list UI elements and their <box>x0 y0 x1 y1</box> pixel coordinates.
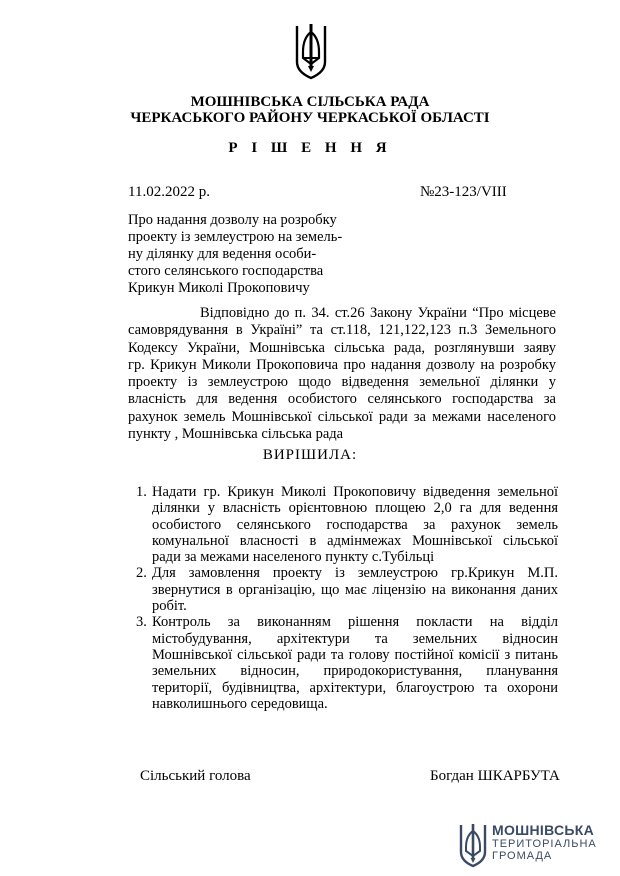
preamble-line: самоврядування в Україні” та ст.118, 121,122,123 п.3 Земельного <box>128 322 556 339</box>
hromada-trident-logo-icon <box>458 822 488 868</box>
council-district: ЧЕРКАСЬКОГО РАЙОНУ ЧЕРКАСЬКОЇ ОБЛАСТІ <box>130 110 490 126</box>
subject-line: Крикун Миколі Прокоповичу <box>128 280 310 296</box>
preamble-line: рахунок земель Мошнівської сільської ради за межами населеного <box>128 408 556 425</box>
signature-title: Сільський голова <box>140 768 251 784</box>
list-item <box>128 614 558 712</box>
item-line: Контроль за виконанням рішення покласти на відділ <box>152 614 558 631</box>
list-item <box>128 565 558 614</box>
preamble-line: Кодексу України, Мошнівська сільська рада, розглянувши заяву <box>128 339 556 356</box>
item-line: Мошнівської сільської ради та голову постійної комісії з питань <box>152 646 558 663</box>
item-line: навколишнього середовища. <box>152 695 328 712</box>
document-type-title: Р І Ш Е Н Н Я <box>228 140 392 156</box>
item-line: особистого селянського господарства за рахунок земель <box>152 516 558 533</box>
item-line: комунальної власності в адмінмежах Мошнівської сільської <box>152 532 558 549</box>
subject-line: ну ділянку для ведення особи- <box>128 246 317 262</box>
signature-name: Богдан ШКАРБУТА <box>430 768 560 784</box>
preamble-line: гр. Крикун Миколи Прокоповича про надання дозволу на розробку <box>128 356 556 373</box>
resolved-heading: ВИРІШИЛА: <box>262 447 358 463</box>
item-line: звернутися в організацію, що має ліцензію на виконання даних <box>152 581 558 598</box>
item-line: Для замовлення проекту із землеустрою гр.Крикун М.П. <box>152 565 558 582</box>
preamble-line: пункту , Мошнівська сільська рада <box>128 426 344 443</box>
preamble-line: проекту із землеустрою щодо відведення земельної ділянки у <box>128 374 556 391</box>
decision-date: 11.02.2022 р. <box>128 184 210 200</box>
item-number: 2. <box>136 565 147 582</box>
subject-line: стого селянського господарства <box>128 263 324 279</box>
hromada-name: МОШНІВСЬКА <box>492 822 595 838</box>
council-name: МОШНІВСЬКА СІЛЬСЬКА РАДА <box>190 94 430 110</box>
item-number: 1. <box>136 484 147 500</box>
item-line: ділянки у власність орієнтовною площею 2,0 га для ведення <box>152 500 558 517</box>
decision-items-list <box>128 484 558 712</box>
trident-emblem-icon <box>294 22 328 80</box>
preamble-line: Відповідно до п. 34. ст.26 Закону України “Про місцеве <box>200 305 556 321</box>
item-line: земельних відносин, природокористування, планування <box>152 663 558 680</box>
preamble-line: власність для ведення особистого селянського господарства за <box>128 391 556 408</box>
preamble-paragraph <box>128 305 556 443</box>
hromada-logo-text <box>492 822 597 862</box>
hromada-subtitle: ГРОМАДА <box>492 850 553 862</box>
subject-line: Про надання дозволу на розробку <box>128 212 337 228</box>
hromada-subtitle: ТЕРИТОРІАЛЬНА <box>492 838 597 850</box>
item-line: Надати гр. Крикун Миколі Прокоповичу відведення земельної <box>152 484 558 500</box>
item-line: ради за межами населеного пункту с.Тубільці <box>152 549 435 566</box>
item-line: містобудування, архітектури та земельних відносин <box>152 630 558 647</box>
list-item <box>128 484 558 565</box>
item-line: території, будівництва, архітектури, благоустрою та охорони <box>152 679 558 696</box>
decision-subject <box>128 212 358 297</box>
item-number: 3. <box>136 614 147 631</box>
decision-number: №23-123/VIII <box>420 184 507 200</box>
item-line: робіт. <box>152 598 187 615</box>
subject-line: проекту із землеустрою на земель- <box>128 229 343 245</box>
